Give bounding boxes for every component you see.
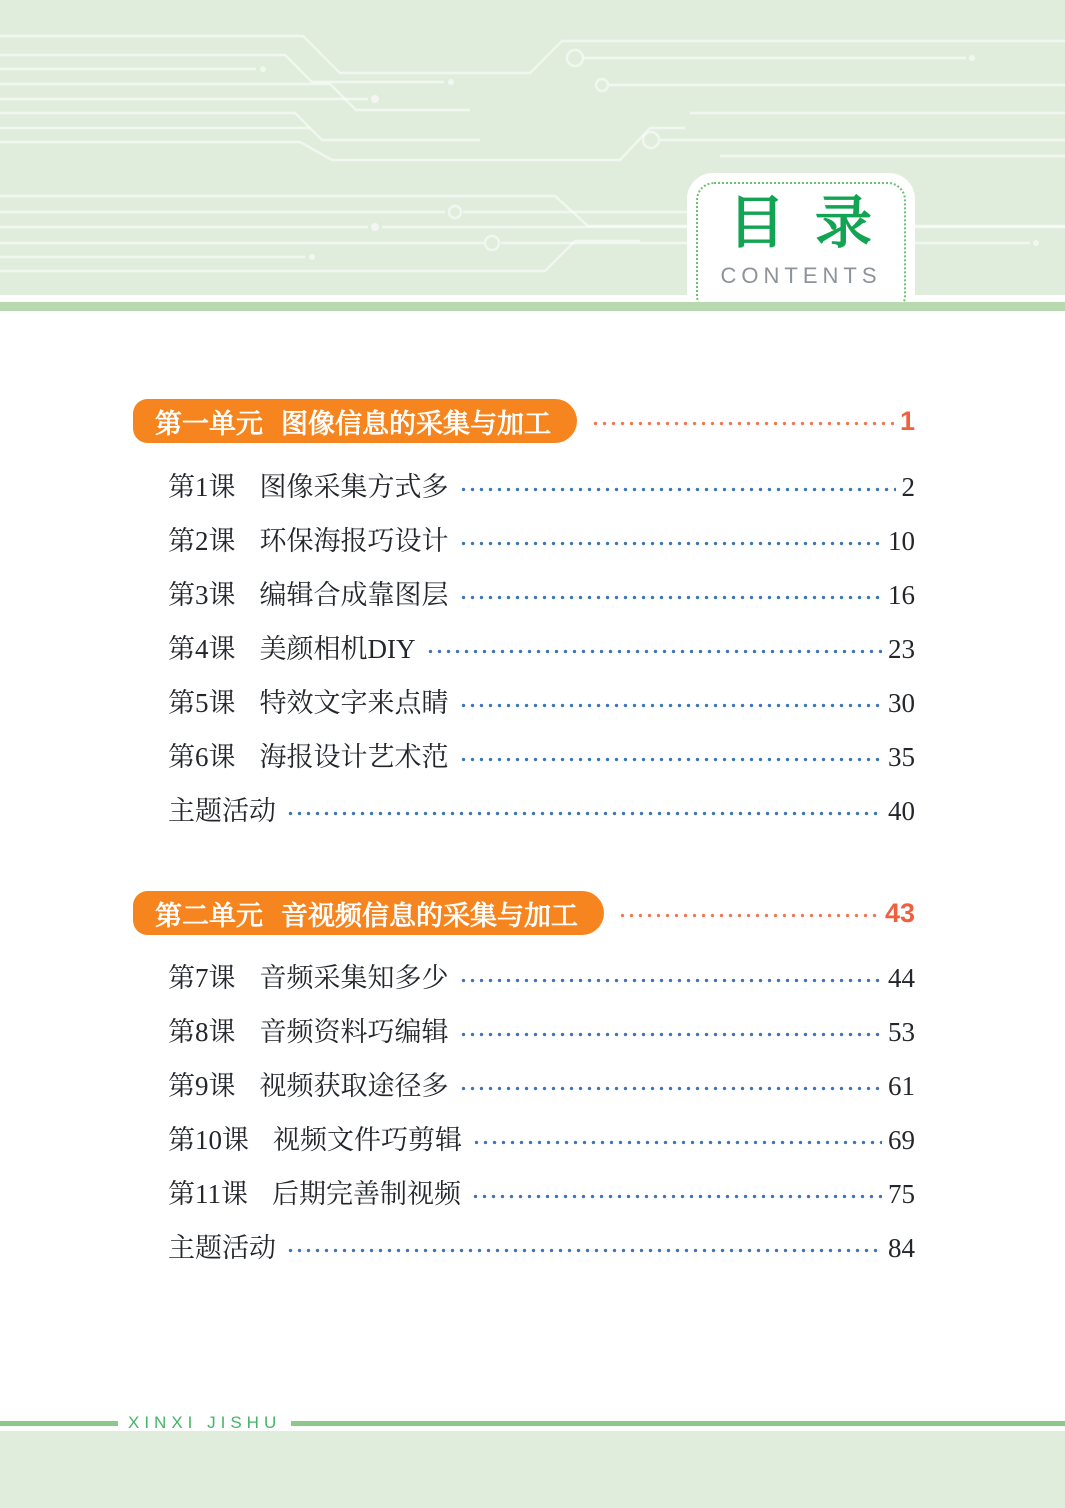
- lesson-title: 特效文字来点睛: [259, 688, 449, 718]
- lesson-page-number: 35: [888, 742, 915, 772]
- lesson-number: 第4课: [168, 634, 236, 664]
- footer-band: [0, 1431, 1065, 1508]
- lesson-page-number: 84: [888, 1233, 915, 1263]
- unit-2-lessons: [133, 961, 915, 1265]
- lesson-title: 视频文件巧剪辑: [273, 1125, 462, 1155]
- unit-2-page-number: 43: [884, 897, 915, 928]
- footer-line-right: [291, 1421, 1065, 1426]
- toc-entry: [133, 578, 915, 612]
- contents-title-box: [687, 173, 915, 302]
- lesson-number: 第8课: [168, 1017, 236, 1047]
- dot-leader: [459, 595, 883, 600]
- footer-brand-text: XINXI JISHU: [128, 1413, 282, 1432]
- lesson-title: 图像采集方式多: [259, 472, 449, 502]
- lesson-page-number: 16: [888, 580, 915, 610]
- lesson-number: 第11课: [168, 1179, 248, 1209]
- lesson-number: 第3课: [168, 580, 236, 610]
- dot-leader: [459, 703, 883, 708]
- toc-entry: [133, 686, 915, 720]
- lesson-number: 第9课: [168, 1071, 236, 1101]
- toc-entry: [133, 794, 915, 828]
- lesson-page-number: 10: [888, 526, 915, 556]
- toc-entry: [133, 632, 915, 666]
- page-title-cn: 目 录: [728, 191, 874, 255]
- lesson-title: 环保海报巧设计: [259, 526, 449, 556]
- lesson-page-number: 53: [888, 1017, 915, 1047]
- unit-2-header-pill: [133, 891, 604, 935]
- lesson-number: 第7课: [168, 963, 236, 993]
- footer: [0, 1412, 1065, 1434]
- dot-leader: [459, 1032, 883, 1037]
- lesson-page-number: 30: [888, 688, 915, 718]
- unit-1-label: 第一单元: [155, 408, 263, 439]
- dot-leader: [459, 487, 896, 492]
- unit-2-title: 音视频信息的采集与加工: [281, 900, 578, 931]
- toc-entry: [133, 524, 915, 558]
- lesson-number: 第1课: [168, 472, 236, 502]
- dot-leader: [472, 1140, 882, 1145]
- unit-1-page-number: 1: [899, 405, 915, 436]
- lesson-title: 美颜相机DIY: [259, 634, 416, 664]
- lesson-title: 主题活动: [168, 1233, 276, 1263]
- lesson-page-number: 40: [888, 796, 915, 826]
- dot-leader: [459, 541, 883, 546]
- dot-leader: [618, 913, 879, 918]
- unit-2-label: 第二单元: [155, 900, 263, 931]
- lesson-title: 视频获取途径多: [259, 1071, 449, 1101]
- lesson-page-number: 69: [888, 1125, 915, 1155]
- dot-leader: [459, 1086, 883, 1091]
- lesson-number: 第5课: [168, 688, 236, 718]
- toc-entry: [133, 1015, 915, 1049]
- dot-leader: [471, 1194, 882, 1199]
- page-title-en: CONTENTS: [720, 263, 882, 288]
- lesson-number: 第6课: [168, 742, 236, 772]
- header-divider-strip: [0, 302, 1065, 311]
- lesson-page-number: 61: [888, 1071, 915, 1101]
- toc-entry: [133, 1231, 915, 1265]
- lesson-title: 音频资料巧编辑: [259, 1017, 449, 1047]
- dot-leader: [286, 1248, 882, 1253]
- lesson-title: 编辑合成靠图层: [259, 580, 449, 610]
- toc-entry: [133, 740, 915, 774]
- toc-entry: [133, 470, 915, 504]
- lesson-page-number: 75: [888, 1179, 915, 1209]
- lesson-page-number: 44: [888, 963, 915, 993]
- dot-leader: [591, 421, 894, 426]
- toc-entry: [133, 1123, 915, 1157]
- unit-1-lessons: [133, 470, 915, 828]
- lesson-title: 主题活动: [168, 796, 276, 826]
- lesson-title: 后期完善制视频: [272, 1179, 461, 1209]
- unit-1-title: 图像信息的采集与加工: [281, 408, 551, 439]
- footer-line-left: [0, 1421, 118, 1426]
- toc-entry: [133, 1069, 915, 1103]
- unit-2-row: [133, 891, 915, 935]
- lesson-page-number: 23: [888, 634, 915, 664]
- unit-1-header-pill: [133, 399, 577, 443]
- dot-leader: [286, 811, 882, 816]
- dot-leader: [459, 757, 883, 762]
- lesson-title: 音频采集知多少: [259, 963, 449, 993]
- dot-leader: [426, 649, 883, 654]
- lesson-page-number: 2: [901, 472, 915, 502]
- dot-leader: [459, 978, 883, 983]
- toc-entry: [133, 961, 915, 995]
- lesson-number: 第10课: [168, 1125, 249, 1155]
- lesson-title: 海报设计艺术范: [259, 742, 449, 772]
- lesson-number: 第2课: [168, 526, 236, 556]
- toc-list: [133, 399, 915, 1285]
- unit-1-row: [133, 399, 915, 443]
- toc-entry: [133, 1177, 915, 1211]
